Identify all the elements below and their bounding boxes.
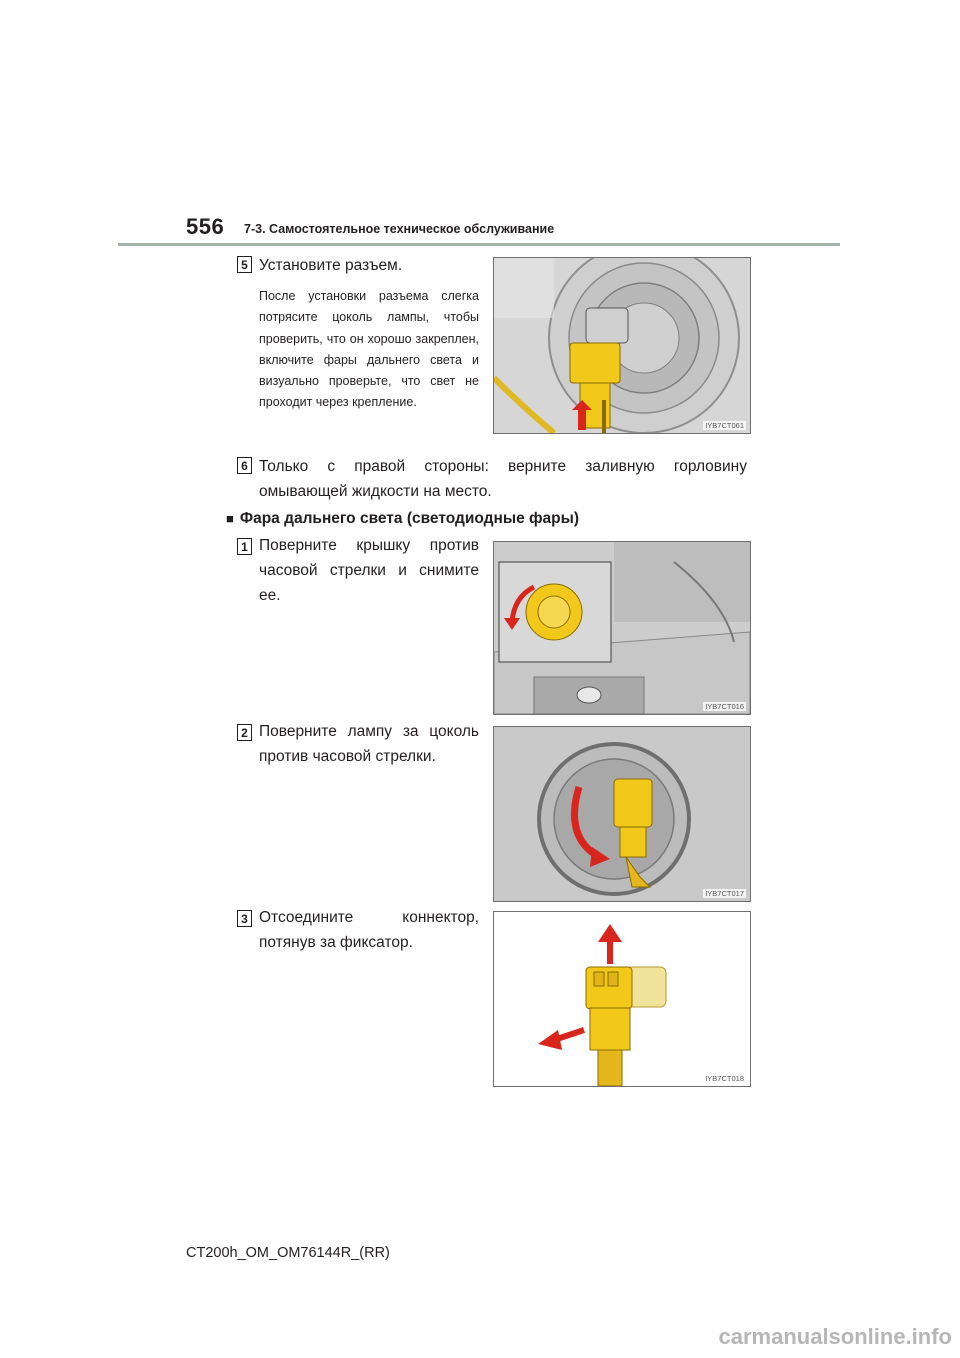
step-3-title: Отсоедините коннектор, потянув за фиксатор. xyxy=(259,909,479,951)
heading-bullet: ■ xyxy=(226,511,234,526)
step-5-note: После установки разъема слегка потрясите цоколь лампы, чтобы проверить, что он хорошо закреплен, включите фары дальнего света и визуально проверьте, что свет не проходит через крепление. xyxy=(259,289,479,410)
subsection-title: Фара дальнего света (светодиодные фары) xyxy=(239,510,580,527)
watermark: carmanualsonline.info xyxy=(718,1324,952,1349)
step-5-title: Установите разъем. xyxy=(259,257,403,274)
figure-remove-cap xyxy=(493,541,751,715)
step-badge-5: 5 xyxy=(237,256,252,273)
step-badge-2: 2 xyxy=(237,724,252,741)
figure-rotate-bulb xyxy=(493,726,751,902)
step-badge-1: 1 xyxy=(237,538,252,555)
page-number: 556 xyxy=(186,214,225,239)
connector-install-illustration xyxy=(494,258,750,433)
header-divider xyxy=(118,243,840,246)
figure-code: IYB7CT016 xyxy=(705,702,744,711)
step-1-title: Поверните крышку против часовой стрелки и снимите ее. xyxy=(259,537,479,604)
step-badge-3: 3 xyxy=(237,910,252,927)
subsection-heading xyxy=(226,510,579,528)
step-badge-6: 6 xyxy=(237,457,252,474)
figure-code: IYB7CT018 xyxy=(705,1074,744,1083)
figure-connector-install xyxy=(493,257,751,434)
figure-code: IYB7CT061 xyxy=(705,421,744,430)
rotate-bulb-illustration xyxy=(494,727,750,901)
section-title: 7-3. Самостоятельное техническое обслуживание xyxy=(244,222,555,236)
document-code: CT200h_OM_OM76144R_(RR) xyxy=(186,1245,390,1261)
disconnect-connector-illustration xyxy=(494,912,750,1086)
remove-cap-illustration xyxy=(494,542,750,714)
step-6-title: Только с правой стороны: верните заливную горловину омывающей жидкости на место. xyxy=(259,458,747,500)
figure-code: IYB7CT017 xyxy=(705,889,744,898)
step-2-title: Поверните лампу за цоколь против часовой стрелки. xyxy=(259,723,479,765)
figure-disconnect-connector xyxy=(493,911,751,1087)
